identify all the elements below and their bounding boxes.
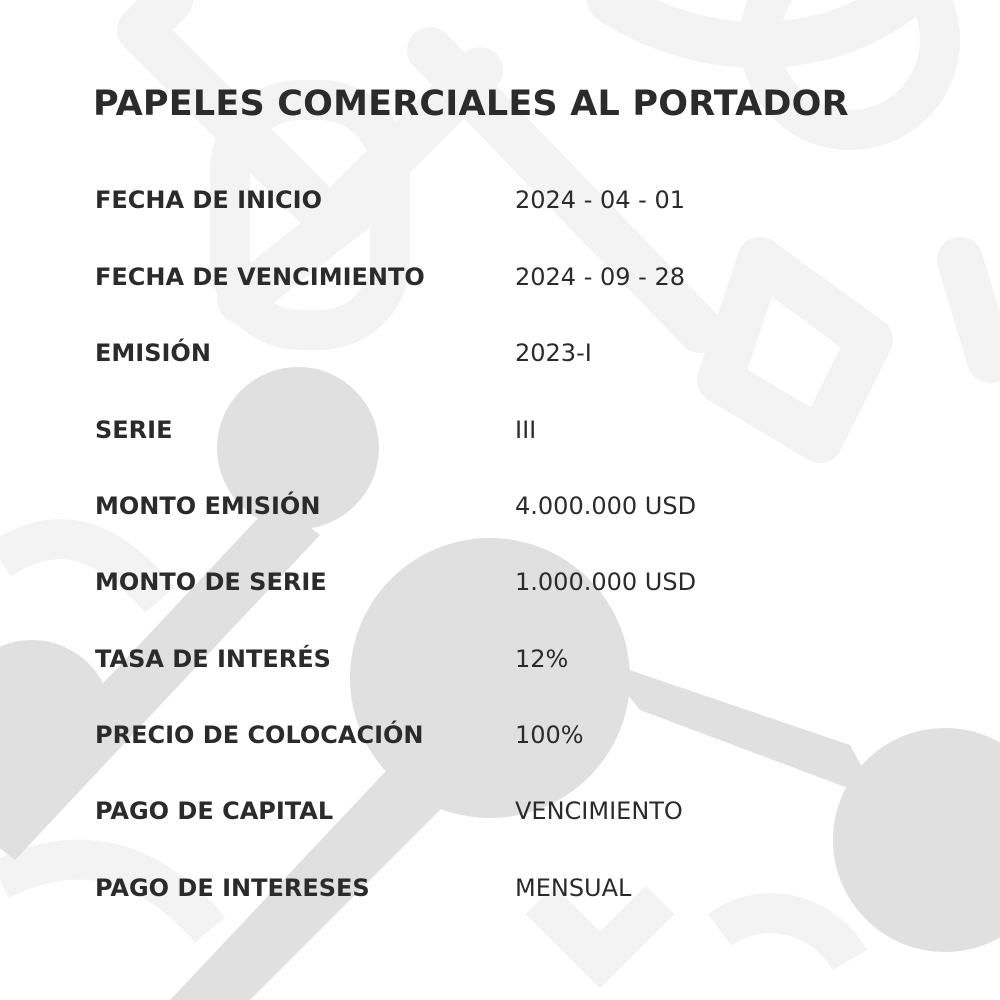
- detail-row-pago-de-intereses: [95, 868, 915, 908]
- detail-label: PRECIO DE COLOCACIÓN: [95, 721, 424, 749]
- detail-value: 1.000.000 USD: [515, 568, 697, 596]
- detail-label: FECHA DE INICIO: [95, 186, 322, 214]
- detail-row-monto-emision: [95, 486, 915, 526]
- detail-value: 2024 - 09 - 28: [515, 263, 685, 291]
- detail-value: 100%: [515, 721, 584, 749]
- detail-value: III: [515, 416, 537, 444]
- detail-label: EMISIÓN: [95, 339, 211, 367]
- detail-value: 2023-I: [515, 339, 592, 367]
- detail-row-serie: [95, 410, 915, 450]
- detail-value: 4.000.000 USD: [515, 492, 697, 520]
- detail-row-monto-de-serie: [95, 562, 915, 602]
- detail-value: 2024 - 04 - 01: [515, 186, 685, 214]
- detail-row-emision: [95, 333, 915, 373]
- detail-row-fecha-de-inicio: [95, 180, 915, 220]
- detail-label: FECHA DE VENCIMIENTO: [95, 263, 425, 291]
- detail-row-pago-de-capital: [95, 791, 915, 831]
- detail-label: PAGO DE INTERESES: [95, 874, 370, 902]
- detail-label: PAGO DE CAPITAL: [95, 797, 334, 825]
- detail-label: SERIE: [95, 416, 173, 444]
- detail-value: MENSUAL: [515, 874, 632, 902]
- detail-label: MONTO DE SERIE: [95, 568, 327, 596]
- detail-label: MONTO EMISIÓN: [95, 492, 321, 520]
- detail-row-precio-de-colocacion: [95, 715, 915, 755]
- detail-row-tasa-de-interes: [95, 639, 915, 679]
- detail-label: TASA DE INTERÉS: [95, 645, 331, 673]
- detail-row-fecha-de-vencimiento: [95, 257, 915, 297]
- detail-value: VENCIMIENTO: [515, 797, 683, 825]
- page-title: PAPELES COMERCIALES AL PORTADOR: [93, 84, 849, 124]
- detail-value: 12%: [515, 645, 569, 673]
